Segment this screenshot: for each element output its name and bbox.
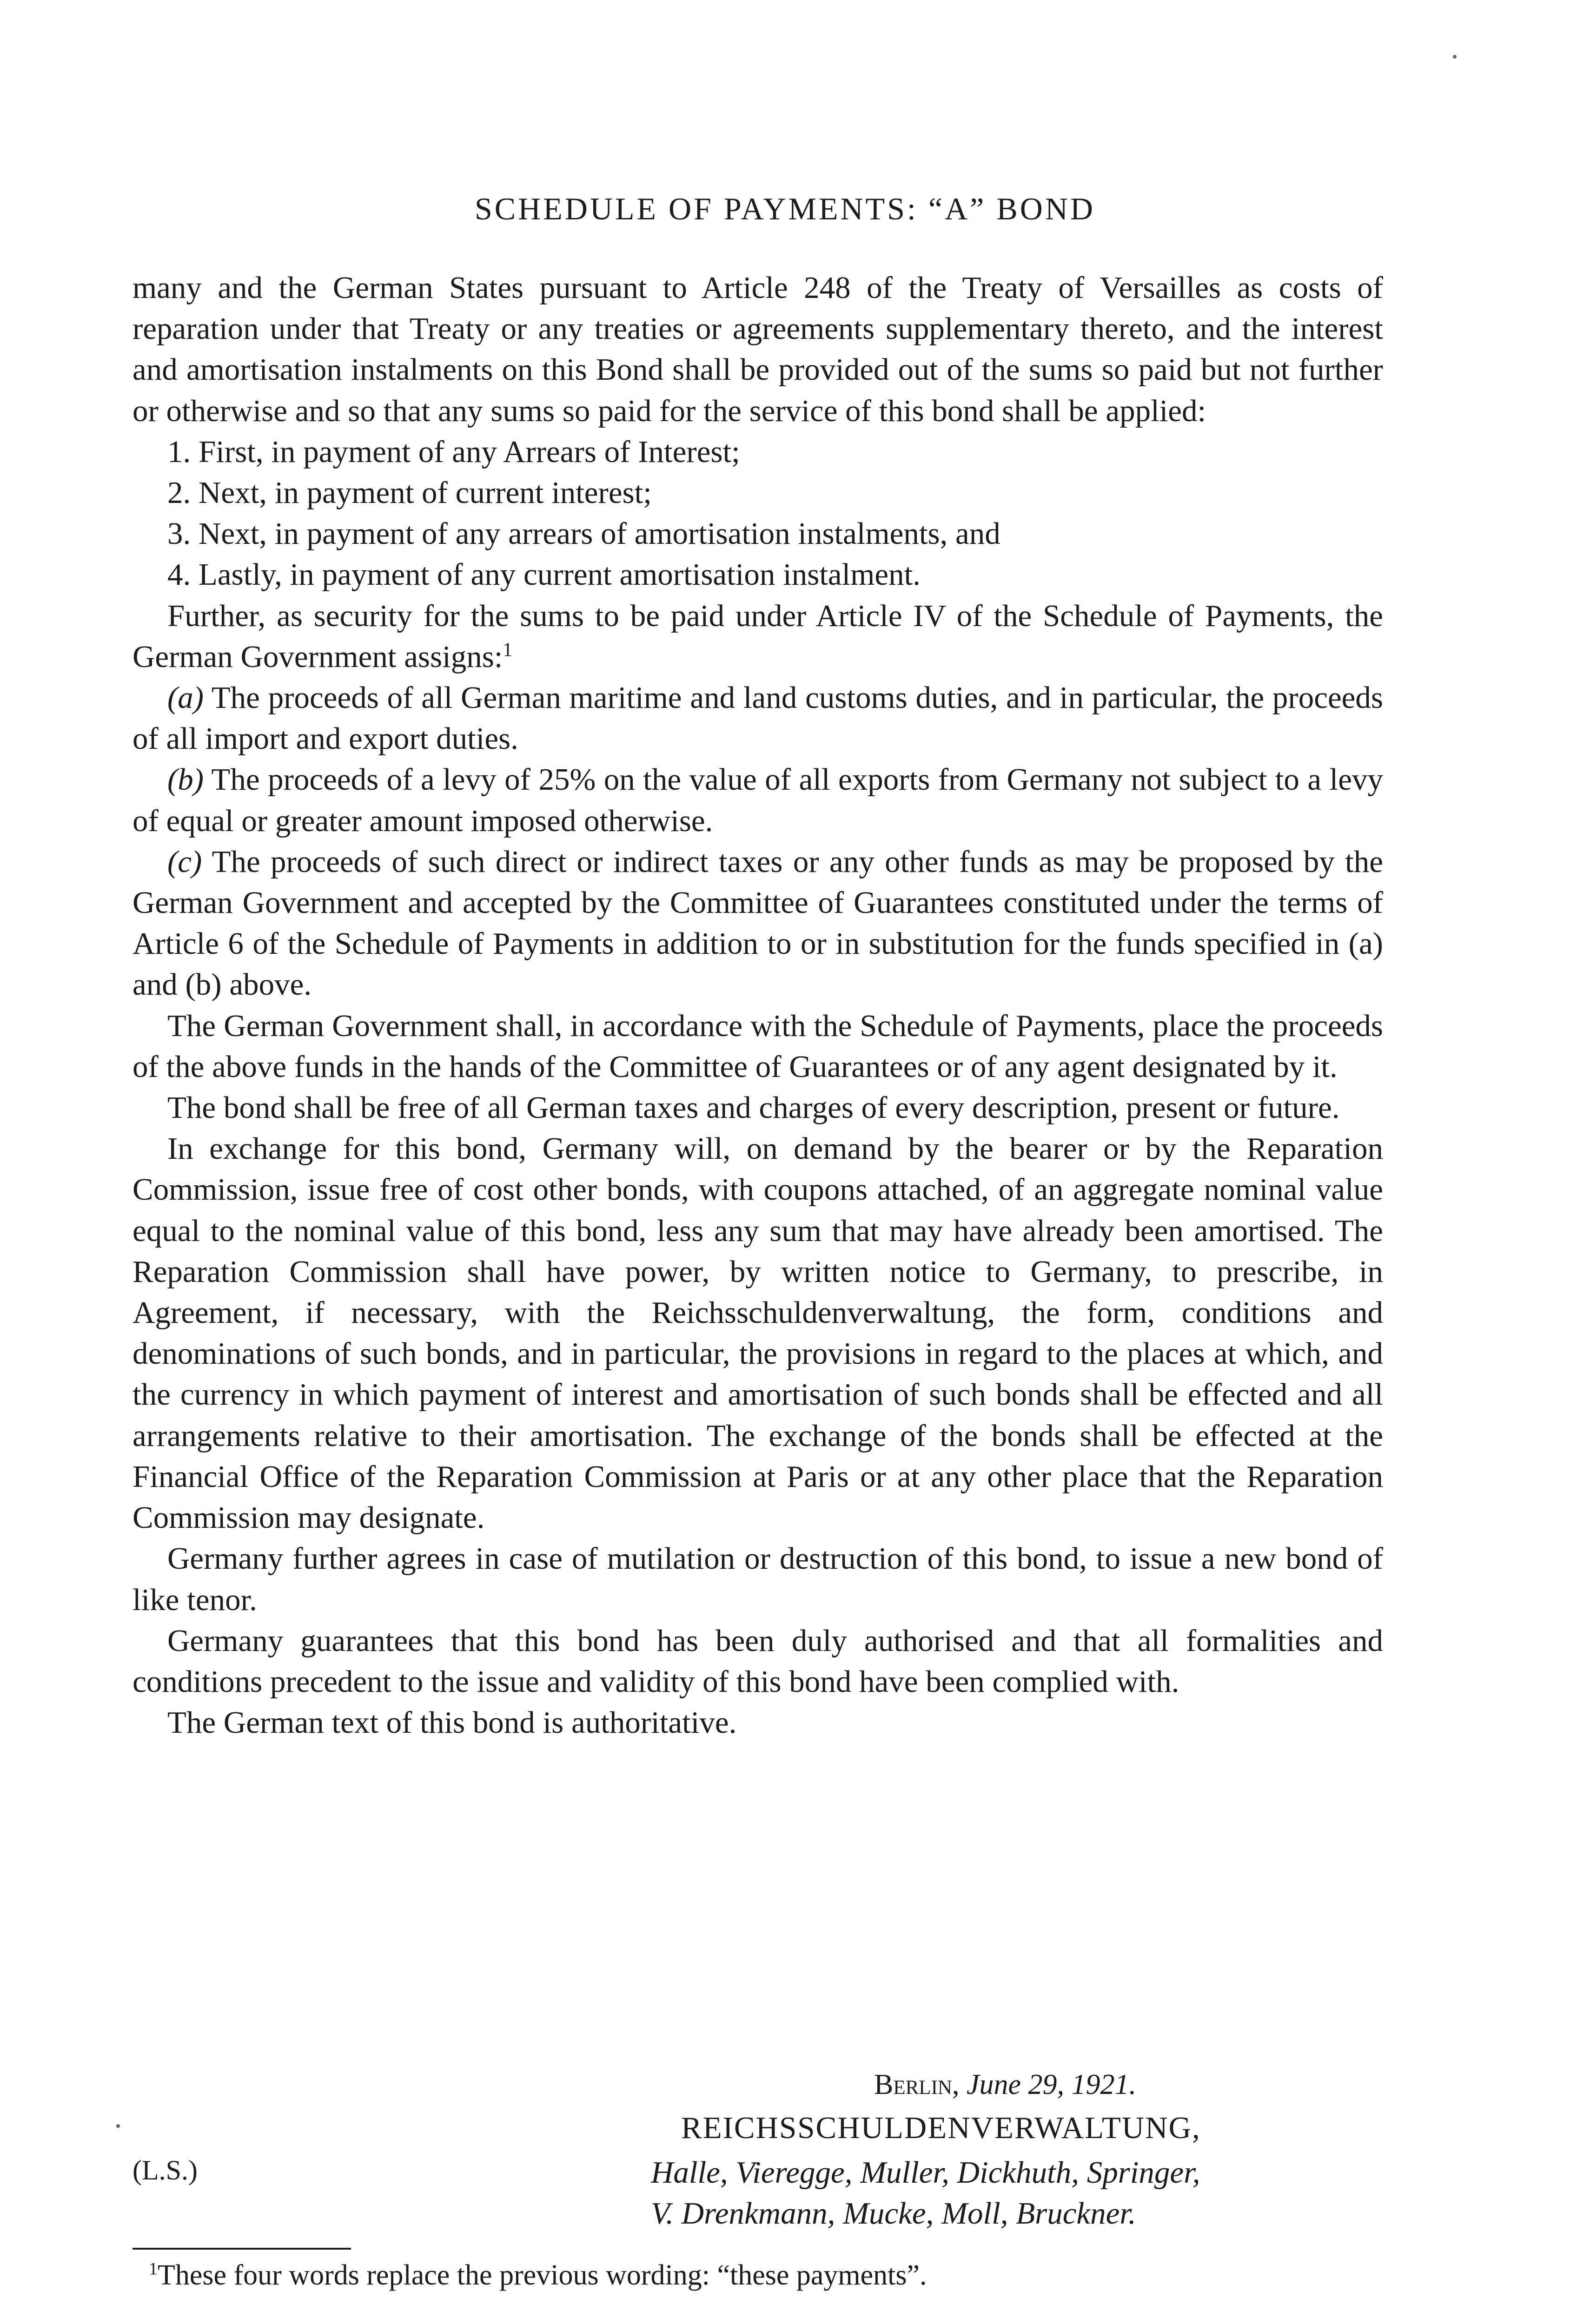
list-item: 3. Next, in payment of any arrears of amortisation instalments, and (167, 516, 1000, 551)
bond-text-body (132, 267, 1383, 1743)
footnote (149, 2259, 927, 2292)
paragraph-mutilation: Germany further agrees in case of mutilation or destruction of this bond, to issue a new bond of like tenor. (132, 1541, 1383, 1617)
list-item: 4. Lastly, in payment of any current amortisation instalment. (167, 557, 921, 592)
paragraph-authoritative: The German text of this bond is authoritative. (167, 1705, 737, 1740)
footnote-divider (132, 2248, 351, 2250)
item-b-marker: (b) (167, 762, 204, 797)
item-c-marker: (c) (167, 844, 202, 879)
paragraph-security-text: Further, as security for the sums to be paid under Article IV of the Schedule of Payments, the German Government assigns: (132, 598, 1383, 674)
paragraph-guarantee: Germany guarantees that this bond has been duly authorised and that all formalities and conditions precedent to the issue and validity of this bond have been complied with. (132, 1623, 1383, 1699)
footnote-text: These four words replace the previous wording: “these payments”. (158, 2259, 927, 2291)
paragraph-item-c (132, 841, 1383, 1005)
paragraph-item-b (132, 759, 1383, 841)
signature-date: June 29, 1921. (966, 2069, 1136, 2100)
footnote-marker: 1 (149, 2259, 158, 2279)
paragraph-tax-free: The bond shall be free of all German taxes and charges of every description, present or future. (167, 1090, 1340, 1125)
item-c-text: The proceeds of such direct or indirect taxes or any other funds as may be proposed by the German Government and accepted by the Committee of Guarantees constituted under the terms of Article 6 of the Schedule of Payments in addition to or in substitution for the funds specified in (a) and (b) above. (132, 844, 1383, 1002)
item-a-text: The proceeds of all German maritime and land customs duties, and in particular, the proceeds of all import and export duties. (132, 680, 1383, 756)
paragraph-exchange: In exchange for this bond, Germany will, on demand by the bearer or by the Reparation Commission, issue free of cost other bonds, with coupons attached, of an aggregate nominal value equal to the nominal value of this bond, less any sum that may have already been amortised. The Reparation Commission shall have power, by written notice to Germany, to prescribe, in Agreement, if necessary, with the Reichsschuldenverwaltung, the form, conditions and denominations of such bonds, and in particular, the provisions in regard to the places at which, and the currency in which payment of interest and amortisation of such bonds shall be effected and all arrangements relative to their amortisation. The exchange of the bonds shall be effected at the Financial Office of the Reparation Commission at Paris or at any other place that the Reparation Commission may designate. (132, 1131, 1383, 1535)
seal-mark: (L.S.) (132, 2155, 198, 2185)
signatories (651, 2152, 1200, 2234)
running-header: SCHEDULE OF PAYMENTS: “A” BOND (474, 191, 1096, 226)
list-item: 2. Next, in payment of current interest; (167, 475, 652, 510)
paragraph-proceeds: The German Government shall, in accordance with the Schedule of Payments, place the proceeds of the above funds in the hands of the Committee of Guarantees or of any agent designated by it. (132, 1008, 1383, 1084)
signature-place-date (874, 2068, 1136, 2101)
signatories-line-1: Halle, Vieregge, Muller, Dickhuth, Springer, (651, 2155, 1200, 2190)
item-b-text: The proceeds of a levy of 25% on the value of all exports from Germany not subject to a levy of equal or greater amount imposed otherwise. (132, 762, 1383, 838)
item-a-marker: (a) (167, 680, 204, 715)
footnote-reference: 1 (503, 639, 513, 661)
paragraph-item-a (132, 677, 1383, 759)
signature-office: REICHSSCHULDENVERWALTUNG, (681, 2111, 1201, 2145)
signature-place: Berlin, (874, 2069, 960, 2100)
signatories-line-2: V. Drenkmann, Mucke, Moll, Bruckner. (651, 2196, 1136, 2231)
paper-speck (116, 2124, 120, 2128)
paragraph-continuation: many and the German States pursuant to Article 248 of the Treaty of Versailles as costs of reparation under that Treaty or any treaties or agreements supplementary thereto, and the interest and amortisation instalments on this Bond shall be provided out of the sums so paid but not further or otherwise and so that any sums so paid for the service of this bond shall be applied: (132, 271, 1383, 428)
list-item: 1. First, in payment of any Arrears of Interest; (167, 434, 740, 469)
paper-speck (1453, 55, 1457, 59)
paragraph-security (132, 595, 1383, 677)
